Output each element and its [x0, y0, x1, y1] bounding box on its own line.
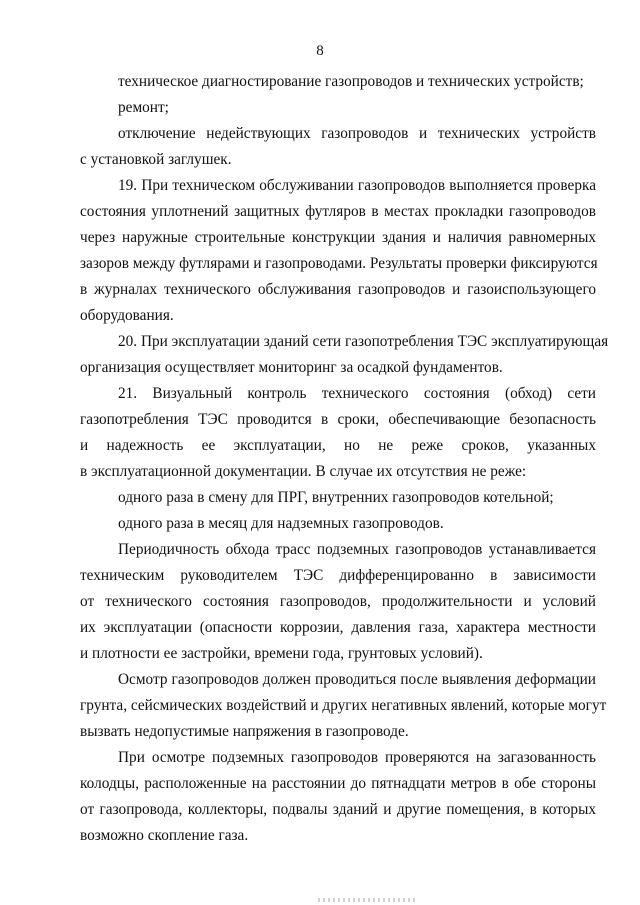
- text-line: При осмотре подземных газопроводов проверяются на загазованность: [118, 749, 596, 766]
- text-line: организация осуществляет мониторинг за осадкой фундаментов.: [80, 359, 503, 376]
- text-line: грунта, сейсмических воздействий и других негативных явлений, которые могут: [80, 697, 607, 714]
- text-line: их эксплуатации (опасности коррозии, давления газа, характера местности: [80, 619, 596, 636]
- text-line: в журналах технического обслуживания газопроводов и газоиспользующего: [80, 281, 596, 298]
- text-line: вызвать недопустимые напряжения в газопроводе.: [80, 723, 409, 740]
- text-line: зазоров между футлярами и газопроводами. Результаты проверки фиксируются: [80, 255, 598, 272]
- text-line: оборудования.: [80, 307, 174, 324]
- text-line: и надежность ее эксплуатации, но не реже сроков, указанных: [80, 437, 596, 454]
- text-line: техническое диагностирование газопроводов и технических устройств;: [118, 73, 584, 90]
- text-line: в эксплуатационной документации. В случае их отсутствия не реже:: [80, 463, 527, 480]
- text-line: ремонт;: [118, 99, 169, 116]
- text-line: с установкой заглушек.: [80, 151, 232, 168]
- text-line: Осмотр газопроводов должен проводиться после выявления деформации: [118, 671, 596, 688]
- page-number: 8: [316, 43, 324, 59]
- text-line: и плотности ее застройки, времени года, грунтовых условий).: [80, 645, 483, 662]
- text-line: от газопровода, коллекторы, подвалы зданий и другие помещения, в которых: [80, 801, 596, 818]
- text-line: газопотребления ТЭС проводится в сроки, обеспечивающие безопасность: [80, 411, 596, 428]
- text-line: состояния уплотнений защитных футляров в местах прокладки газопроводов: [80, 203, 596, 220]
- text-line: 19. При техническом обслуживании газопроводов выполняется проверка: [118, 177, 596, 194]
- scan-artifact: [318, 898, 418, 902]
- text-line: 21. Визуальный контроль технического состояния (обход) сети: [118, 385, 596, 402]
- text-line: 20. При эксплуатации зданий сети газопотребления ТЭС эксплуатирующая: [118, 333, 609, 350]
- text-line: отключение недействующих газопроводов и технических устройств: [118, 125, 596, 142]
- text-line: через наружные строительные конструкции здания и наличия равномерных: [80, 229, 596, 246]
- text-line: техническим руководителем ТЭС дифференцированно в зависимости: [80, 567, 596, 584]
- text-line: возможно скопление газа.: [80, 827, 249, 844]
- text-line: Периодичность обхода трасс подземных газопроводов устанавливается: [118, 541, 596, 558]
- text-line: одного раза в месяц для надземных газопроводов.: [118, 515, 444, 532]
- text-line: от технического состояния газопроводов, продолжительности и условий: [80, 593, 596, 610]
- text-line: одного раза в смену для ПРГ, внутренних газопроводов котельной;: [118, 489, 554, 506]
- text-line: колодцы, расположенные на расстоянии до пятнадцати метров в обе стороны: [80, 775, 596, 792]
